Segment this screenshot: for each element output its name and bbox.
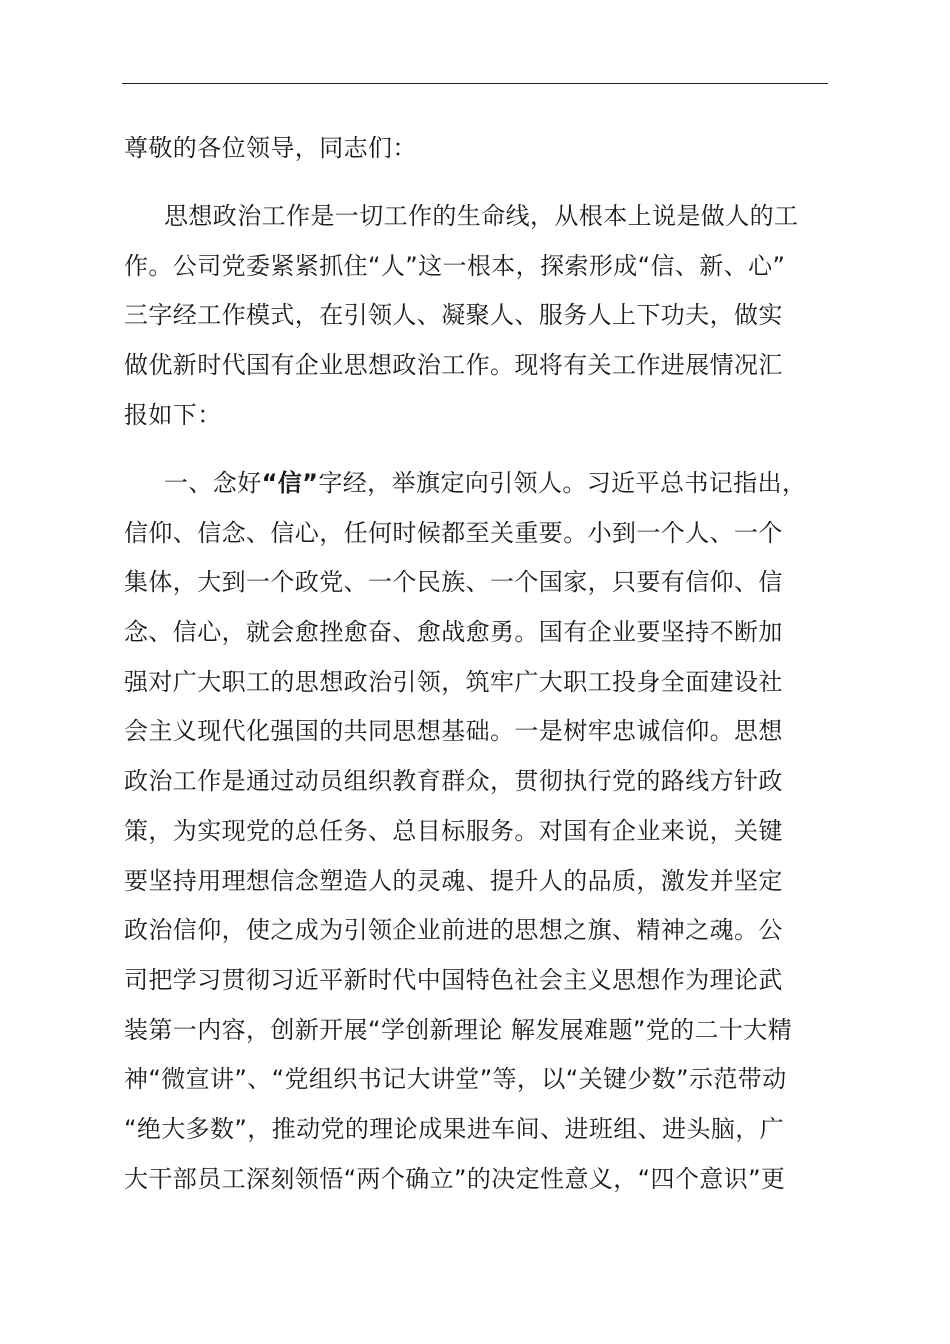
paragraph-line: 强对广大职工的思想政治引领，筑牢广大职工投身全面建设社 [124, 667, 783, 696]
paragraph-line: 信仰、信念、信心，任何时候都至关重要。小到一个人、一个 [124, 518, 783, 547]
paragraph-line: 做优新时代国有企业思想政治工作。现将有关工作进展情况汇 [124, 351, 783, 380]
paragraph-line: 会主义现代化强国的共同思想基础。一是树牢忠诚信仰。思想 [124, 717, 783, 746]
paragraph-line: 报如下： [124, 400, 222, 429]
paragraph-section-one [124, 459, 828, 1204]
paragraph-intro [124, 192, 828, 440]
paragraph-line: 作。公司党委紧紧抓住“人”这一根本，探索形成“信、新、心” [124, 251, 786, 280]
paragraph-line: 策，为实现党的总任务、总目标服务。对国有企业来说，关键 [124, 816, 783, 845]
paragraph-line: 思想政治工作是一切工作的生命线，从根本上说是做人的工 [164, 202, 799, 230]
section-heading-keyword: “信” [261, 469, 319, 497]
paragraph-line: 政治工作是通过动员组织教育群众，贯彻执行党的路线方针政 [124, 767, 783, 796]
paragraph-line: 司把学习贯彻习近平新时代中国特色社会主义思想作为理论武 [124, 965, 783, 994]
paragraph-line: 神“微宣讲”、“党组织书记大讲堂”等，以“关键少数”示范带动 [124, 1065, 787, 1094]
section-heading-line [124, 459, 828, 509]
paragraph-line: 三字经工作模式，在引领人、凝聚人、服务人上下功夫，做实 [124, 301, 783, 330]
salutation [124, 124, 828, 174]
paragraph-line: 念、信心，就会愈挫愈奋、愈战愈勇。国有企业要坚持不断加 [124, 618, 783, 647]
paragraph-line: “绝大多数”，推动党的理论成果进车间、进班组、进头脑，广 [124, 1114, 785, 1143]
paragraph-line: 大干部员工深刻领悟“两个确立”的决定性意义，“四个意识”更 [124, 1164, 786, 1193]
salutation-line: 尊敬的各位领导，同志们： [124, 134, 417, 162]
paragraph-line: 集体，大到一个政党、一个民族、一个国家，只要有信仰、信 [124, 568, 783, 597]
paragraph-line: 要坚持用理想信念塑造人的灵魂、提升人的品质，激发并坚定 [124, 866, 783, 895]
paragraph-line: 政治信仰，使之成为引领企业前进的思想之旗、精神之魂。公 [124, 916, 783, 945]
header-rule [122, 83, 828, 84]
paragraph-line: 装第一内容，创新开展“学创新理论 解发展难题”党的二十大精 [124, 1015, 793, 1044]
section-heading-rest: 字经，举旗定向引领人。习近平总书记指出， [318, 469, 807, 497]
section-heading-prefix: 一、念好 [164, 469, 262, 497]
